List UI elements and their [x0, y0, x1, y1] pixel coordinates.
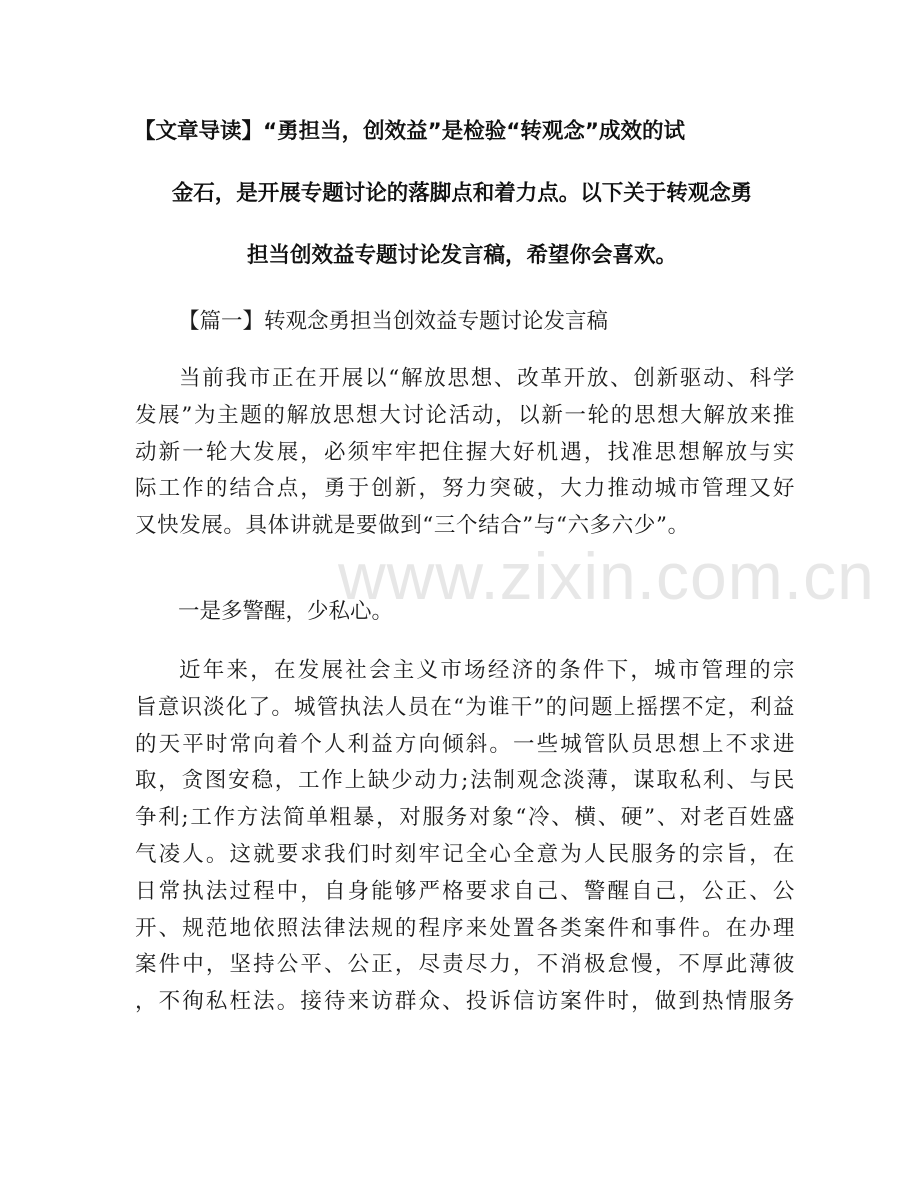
intro-line: 金石，是开展专题讨论的落脚点和着力点。以下关于转观念勇 [171, 181, 753, 206]
text-line: 开、规范地依照法律法规的程序来处置各类案件和事件。在办理 [135, 915, 795, 941]
text-line: 动新一轮大发展，必须牢牢把住握大好机遇，找准思想解放与实 [135, 439, 795, 465]
article-intro [122, 112, 802, 298]
text-line: 气凌人。这就要求我们时刻牢记全心全意为人民服务的宗旨，在 [135, 841, 795, 867]
text-line: 又快发展。具体讲就是要做到“三个结合”与“六多六少”。 [135, 513, 690, 539]
text-line: ，不徇私枉法。接待来访群众、投诉信访案件时，做到热情服务 [135, 989, 795, 1015]
text-line: 际工作的结合点，勇于创新，努力突破，大力推动城市管理又好 [135, 476, 795, 502]
watermark: www.zixin.com.cn [338, 539, 875, 613]
paragraph-2 [135, 653, 795, 1021]
intro-line: 担当创效益专题讨论发言稿，希望你会喜欢。 [246, 243, 677, 268]
text-line: 案件中，坚持公平、公正，尽责尽力，不消极怠慢，不厚此薄彼 [135, 952, 795, 978]
text-line: 旨意识淡化了。城管执法人员在“为谁干”的问题上摇摆不定，利益 [135, 694, 795, 720]
text-line: 发展”为主题的解放思想大讨论活动，以新一轮的思想大解放来推 [135, 402, 795, 428]
text-line: 争利;工作方法简单粗暴，对服务对象“冷、横、硬”、对老百姓盛 [135, 805, 795, 831]
text-line: 日常执法过程中，自身能够严格要求自己、警醒自己，公正、公 [135, 878, 795, 904]
point-heading: 一是多警醒，少私心。 [178, 599, 394, 624]
intro-line: 【文章导读】“勇担当，创效益”是检验“转观念”成效的试 [134, 119, 686, 144]
text-line: 近年来，在发展社会主义市场经济的条件下，城市管理的宗 [179, 658, 795, 683]
paragraph-1 [135, 361, 795, 545]
chapter-heading: 【篇一】转观念勇担当创效益专题讨论发言稿 [178, 309, 609, 334]
text-line: 当前我市正在开展以“解放思想、改革开放、创新驱动、科学 [179, 366, 795, 391]
text-line: 的天平时常向着个人利益方向倾斜。一些城管队员思想上不求进 [135, 731, 795, 757]
text-line: 取，贪图安稳，工作上缺少动力;法制观念淡薄，谋取私利、与民 [135, 768, 795, 794]
